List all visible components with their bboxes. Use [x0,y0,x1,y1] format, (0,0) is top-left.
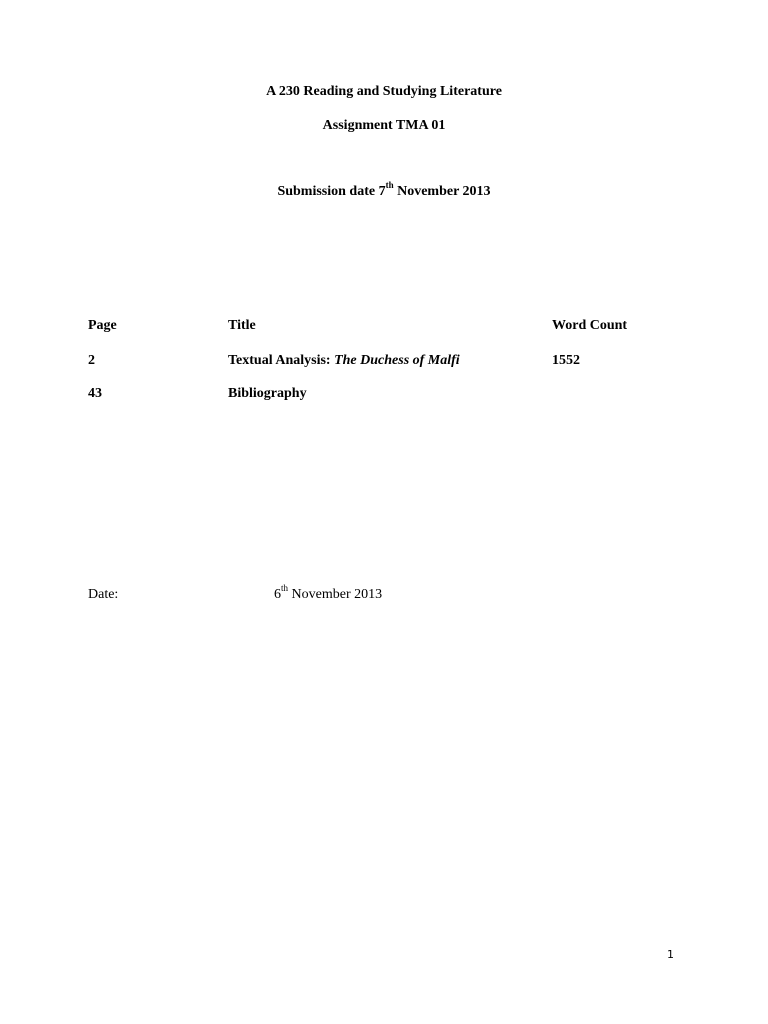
date-value-suffix: November 2013 [288,587,383,602]
date-value [274,583,383,604]
row-title [228,352,460,370]
date-label: Date: [88,587,119,602]
header-title: Title [228,318,256,333]
submission-date-suffix-sup: th [385,180,394,191]
page-number: 1 [667,948,674,961]
date-value-prefix: 6 [274,587,281,602]
row-title-text: Textual Analysis: [228,353,335,368]
assignment-title: Assignment TMA 01 [322,118,446,133]
submission-date-suffix: November 2013 [393,184,491,199]
submission-date-prefix: Submission date 7 [277,184,386,199]
header-page: Page [88,318,117,333]
row-title [228,385,307,403]
row-page: 43 [88,386,102,401]
row-title-text: Bibliography [228,386,307,401]
header-word-count: Word Count [552,318,628,333]
row-word-count: 1552 [552,353,580,368]
submission-date [0,180,768,201]
row-title-italic: The Duchess of Malfi [334,353,460,368]
course-title: A 230 Reading and Studying Literature [266,84,502,99]
row-page: 2 [88,353,95,368]
date-value-sup: th [281,583,289,594]
